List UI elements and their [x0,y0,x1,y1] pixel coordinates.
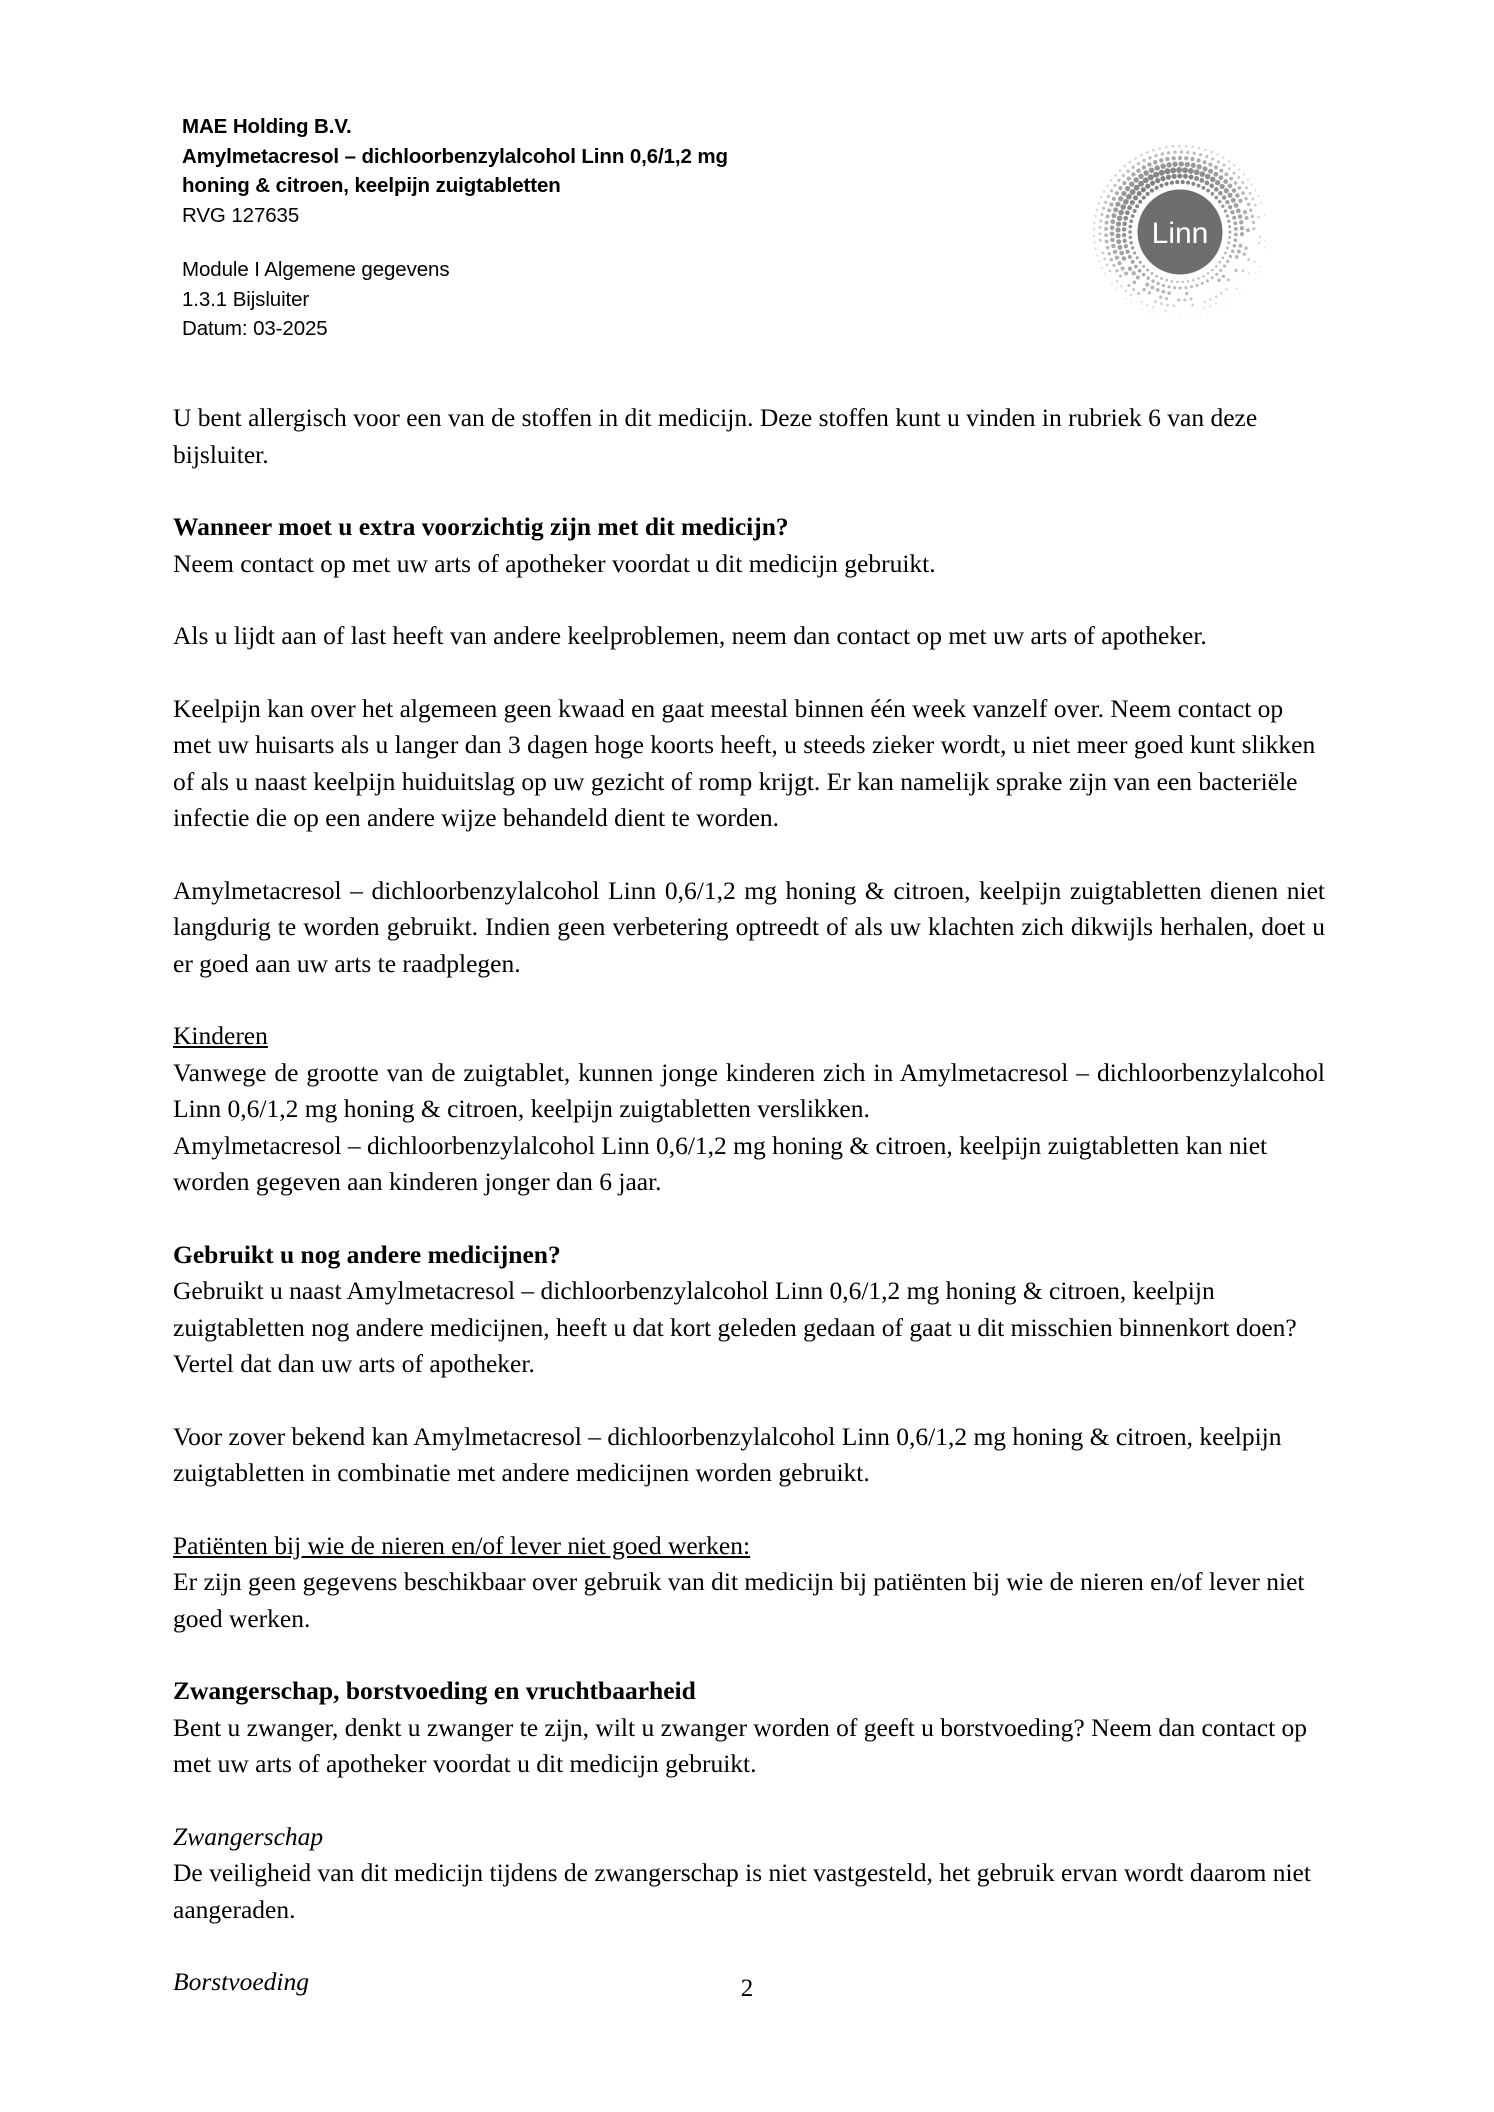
spacer [173,982,1325,1018]
paragraph-nieren-lever: Er zijn geen gegevens beschikbaar over gebruik van dit medicijn bij patiënten bij wie de nieren en/of lever niet goed werken. [173,1567,1305,1633]
spacer [173,1201,1325,1237]
page-footer [0,1975,1494,2003]
product-name-line-1: Amylmetacresol – dichloorbenzylalcohol Linn 0,6/1,2 mg [182,144,728,168]
module-label: Module I Algemene gegevens [182,258,450,281]
paragraph-combinatie: Voor zover bekend kan Amylmetacresol – dichloorbenzylalcohol Linn 0,6/1,2 mg honing & citroen, keelpijn zuigtabletten in combinatie met andere medicijnen worden gebruikt. [173,1421,1282,1487]
module-info-block [182,255,1042,344]
logo-text: Linn [1151,217,1209,250]
paragraph-keelproblemen: Als u lijdt aan of last heeft van andere keelproblemen, neem dan contact op met uw arts of apotheker. [173,621,1207,650]
product-identification-block [182,112,1042,230]
page-number: 2 [740,1975,754,2002]
subheading-nieren-lever: Patiënten bij wie de nieren en/of lever niet goed werken: [173,1530,751,1560]
paragraph-niet-langdurig: Amylmetacresol – dichloorbenzylalcohol Linn 0,6/1,2 mg honing & citroen, keelpijn zuigtabletten dienen niet langdurig te worden gebruikt. Indien geen verbetering optreedt of als uw klachten zich dikwijls herhalen, doet u er goed aan uw arts te raadplegen. [173,875,1325,978]
paragraph-kinderen-2: Amylmetacresol – dichloorbenzylalcohol Linn 0,6/1,2 mg honing & citroen, keelpijn zuigtabletten kan niet worden gegeven aan kinderen jonger dan 6 jaar. [173,1130,1268,1196]
paragraph-kinderen-1: Vanwege de grootte van de zuigtablet, kunnen jonge kinderen zich in Amylmetacresol – dichloorbenzylalcohol Linn 0,6/1,2 mg honing & citroen, keelpijn zuigtabletten verslikken. [173,1057,1325,1123]
spacer [173,1783,1325,1819]
paragraph-zwangerschap-borstvoeding: Bent u zwanger, denkt u zwanger te zijn, wilt u zwanger worden of geeft u borstvoeding? Neem dan contact op met uw arts of apotheker voordat u dit medicijn gebruikt. [173,1712,1308,1778]
product-name-line-2: honing & citroen, keelpijn zuigtabletten [182,174,561,197]
linn-logo-graphic [1090,140,1270,325]
linn-logo [1090,140,1270,325]
spacer [173,1492,1325,1528]
subheading-kinderen: Kinderen [173,1021,268,1050]
document-date: Datum: 03-2025 [182,317,328,340]
paragraph-voorzichtig: Neem contact op met uw arts of apotheker voordat u dit medicijn gebruikt. [173,548,936,578]
heading-andere-medicijnen: Gebruikt u nog andere medicijnen? [173,1239,561,1269]
spacer [173,655,1325,691]
paragraph-keelpijn-info: Keelpijn kan over het algemeen geen kwaad en gaat meestal binnen één week vanzelf over. Neem contact op met uw huisarts als u langer dan 3 dagen hoge koorts heeft, u steeds zieker wordt, u niet meer goed kunt slikken of als u naast keelpijn huiduitslag op uw gezicht of romp krijgt. Er kan namelijk sprake zijn van een bacteriële infectie die op een andere wijze behandeld dient te worden. [173,693,1316,832]
heading-extra-voorzichtig: Wanneer moet u extra voorzichtig zijn met dit medicijn? [173,512,789,541]
company-name: MAE Holding B.V. [182,115,352,138]
rvg-number: RVG 127635 [182,203,300,227]
spacer [173,1928,1325,1964]
header-text-block [182,112,1042,344]
paragraph-andere-medicijnen: Gebruikt u naast Amylmetacresol – dichloorbenzylalcohol Linn 0,6/1,2 mg honing & citroen, keelpijn zuigtabletten nog andere medicijnen, heeft u dat kort geleden gedaan of gaat u dit misschien binnenkort doen? Vertel dat dan uw arts of apotheker. [173,1276,1297,1378]
document-body [173,400,1325,2001]
spacer [173,582,1325,618]
spacer [173,473,1325,509]
subheading-zwangerschap: Zwangerschap [173,1821,324,1851]
spacer [173,1637,1325,1673]
section-label: 1.3.1 Bijsluiter [182,287,310,311]
paragraph-allergisch: U bent allergisch voor een van de stoffen in dit medicijn. Deze stoffen kunt u vinden in rubriek 6 van deze bijsluiter. [173,403,1258,469]
spacer [173,1383,1325,1419]
spacer [173,837,1325,873]
subheading-borstvoeding: Borstvoeding [173,1967,309,1996]
paragraph-zwangerschap: De veiligheid van dit medicijn tijdens de zwangerschap is niet vastgesteld, het gebruik ervan wordt daarom niet aangeraden. [173,1858,1311,1924]
heading-zwangerschap-borstvoeding: Zwangerschap, borstvoeding en vruchtbaarheid [173,1676,696,1705]
